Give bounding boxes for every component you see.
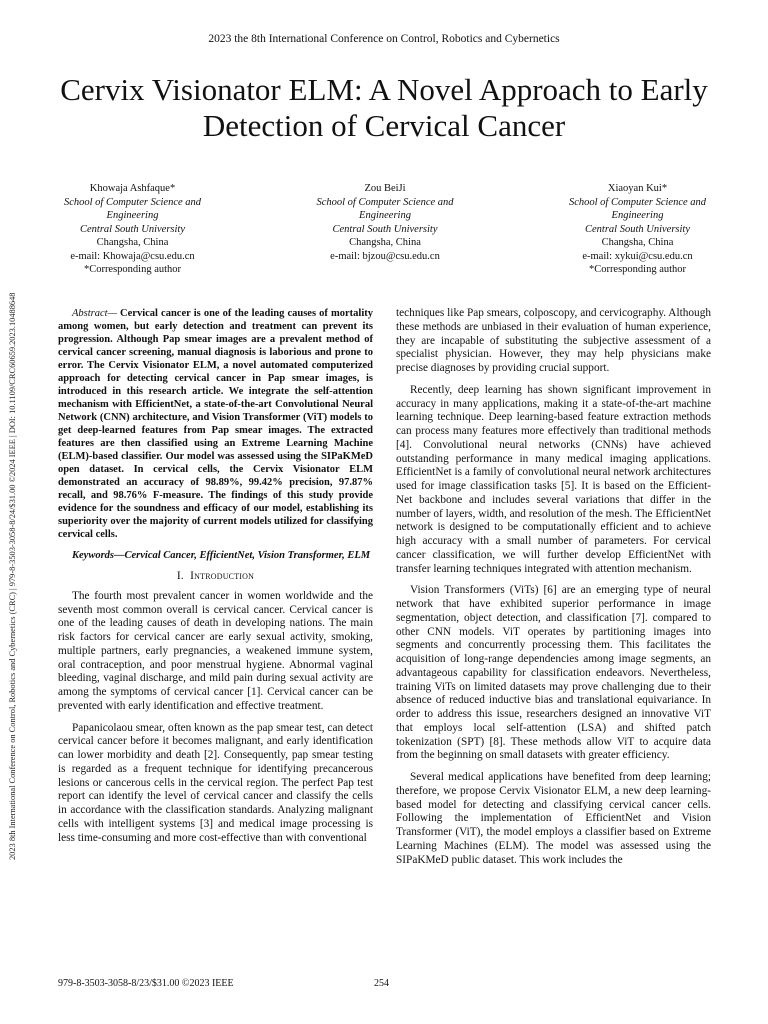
author-affiliation: School of Computer Science and Engineering: [63, 196, 202, 221]
paragraph: The fourth most prevalent cancer in women worldwide and the seventh most common overall is cervical cancer. Cervical cancer is one of the leading causes of death in developing nations. The main risk factors for cervical cancer are early sexual activity, smoking, multiple partners, early pregnancies, a weakened immune system, oral contraception, and poor menstrual hygiene. Abnormal vaginal bleeding, vaginal discharge, and mild pain during sexual activity are among the symptoms of cervical cancer [1]. Cervical cancer can be prevented with early identification and effective treatment.: [58, 589, 373, 712]
paper-title: Cervix Visionator ELM: A Novel Approach to Early Detection of Cervical Cancer: [60, 72, 708, 143]
doi-side-strip: [6, 160, 20, 860]
author-location: Changsha, China: [96, 237, 169, 248]
footer-isbn: 979-8-3503-3058-8/23/$31.00 ©2023 IEEE: [58, 978, 234, 989]
author-note: *Corresponding author: [588, 264, 687, 275]
section-number: I.: [176, 570, 184, 582]
section-title: Introduction: [190, 570, 255, 582]
author-university: Central South University: [585, 223, 690, 235]
abstract-lead: Abstract—: [72, 308, 117, 319]
abstract: [58, 307, 373, 541]
paragraph: Vision Transformers (ViTs) [6] are an emerging type of neural network that have exhibited superior performance in image segmentation, object detection, and classification [7]. compared to other CNN models. ViT operates by partitioning images into segments and concurrently processing them. This facilitates the acquisition of long-range dependencies among image segments, an advantageous capability for classification endeavors. Nevertheless, training ViTs on limited datasets may prove challenging due to their absence of reduced inductive bias and translational equivariance. In order to address this issue, researchers designed an innovative ViT that employs local self-attention (LSA) and shifted patch tokenization (SPT) [8]. These methods allow ViT to acquire data from the beginning on small datasets with greater efficiency.: [396, 584, 711, 762]
author-affiliation: School of Computer Science and Engineering: [568, 196, 707, 221]
author-block: [50, 182, 720, 277]
author-name: Khowaja Ashfaque*: [89, 183, 176, 194]
conference-header: 2023 the 8th International Conference on Control, Robotics and Cybernetics: [208, 33, 560, 45]
paragraph: Recently, deep learning has shown significant improvement in accuracy in many applications, making it a state-of-the-art machine learning technique. Deep learning-based feature extraction methods can process many features more effectively than traditional methods [4]. Convolutional neural networks (CNNs) have achieved outstanding performance in many medical imaging applications. EfficientNet is a family of convolutional neural network architectures used for image classification tasks [5]. It is based on the Efficient-Net backbone and includes several variations that differ in the number of layers, width, and resolution of the mesh. The EfficientNet network is designed to be computationally efficient and to achieve high accuracy with a small number of parameters. For cervical cancer classification, we will further develop EfficientNet with transfer learning techniques integrated with attention mechanism.: [396, 383, 711, 575]
section-heading-introduction: [58, 570, 373, 584]
right-column: [396, 307, 711, 875]
doi-side-text: 2023 8th International Conference on Control, Robotics and Cybernetics (CRC) | 979-8-3503-3058-8/24/$31.00 ©2024 IEEE | DOI: 10.1109/CRC60659.2023.10488648: [8, 292, 17, 860]
keywords: Keywords—Cervical Cancer, EfficientNet, Vision Transformer, ELM: [72, 550, 371, 561]
author-2: [303, 182, 468, 277]
page-number: 254: [374, 978, 389, 989]
author-email: e-mail: bjzou@csu.edu.cn: [330, 250, 440, 262]
author-1: [50, 182, 215, 277]
author-note: *Corresponding author: [83, 264, 182, 275]
abstract-text: Cervical cancer is one of the leading causes of mortality among women, but early detection and treatment can prevent its progression. Although Pap smear images are a prevalent method of cervical cancer screening, manual diagnosis is laborious and prone to error. The Cervix Visionator ELM, a novel automated computerized approach for detecting cervical cancer in Pap smear images, is introduced in this research article. We integrate the self-attention mechanism with EfficientNet, a state-of-the-art Convolutional Neural Network (CNN) architecture, and Vision Transformer (ViT) models to get deep-learned features from Pap smear images. The extracted features are then classified using an Extreme Learning Machine (ELM)-based classifier. Our model was assessed using the SIPaKMeD open dataset. In cervical cells, the Cervix Visionator ELM demonstrated an accuracy of 98.89%, 99.42% precision, 97.87% recall, and 98.76% F-measure. The findings of this study provide evidence for the soundness and efficacy of our model, establishing its superiority over the majority of current models utilized for classifying cervical cells.: [58, 308, 373, 540]
author-email: e-mail: xykui@csu.edu.cn: [582, 250, 693, 262]
paragraph: Several medical applications have benefited from deep learning; therefore, we propose Cervix Visionator ELM, a new deep learning-based model for detecting and classifying cervical cancer cells. Following the implementation of EfficientNet and Vision Transformer (ViT), the model employs a classifier based on Extreme Learning Machines (ELM). The model was assessed using the SIPaKMeD public dataset. This work includes the: [396, 771, 711, 866]
author-location: Changsha, China: [349, 237, 421, 248]
left-column: [58, 307, 373, 853]
author-university: Central South University: [332, 223, 438, 235]
author-name: Xiaoyan Kui*: [607, 183, 668, 194]
author-location: Changsha, China: [601, 237, 674, 248]
author-university: Central South University: [80, 223, 185, 235]
author-name: Zou BeiJi: [364, 183, 406, 194]
paragraph: Papanicolaou smear, often known as the pap smear test, can detect cervical cancer before it becomes malignant, and early identification can lower morbidity and death [2]. Consequently, pap smear testing is regarded as a frequent technique for identifying precancerous lesions or cancerous cells in the cervical region. The perfect Pap test report can identify the level of cervical cancer and classify the cells in accordance with the classification standards. Analyzing malignant cells with intelligent systems [3] and medical image processing is less time-consuming and more cost-effective than with conventional: [58, 721, 373, 844]
author-affiliation: School of Computer Science and Engineering: [316, 196, 454, 221]
author-3: [555, 182, 720, 277]
paragraph: techniques like Pap smears, colposcopy, and cervicography. Although these methods are unbiased in their evaluation of human experience, they are incapable of substituting the subjective assessment of a specialist physician. However, they may help physicians make precise diagnoses by providing crucial support.: [396, 307, 711, 374]
author-email: e-mail: Khowaja@csu.edu.cn: [70, 250, 195, 262]
